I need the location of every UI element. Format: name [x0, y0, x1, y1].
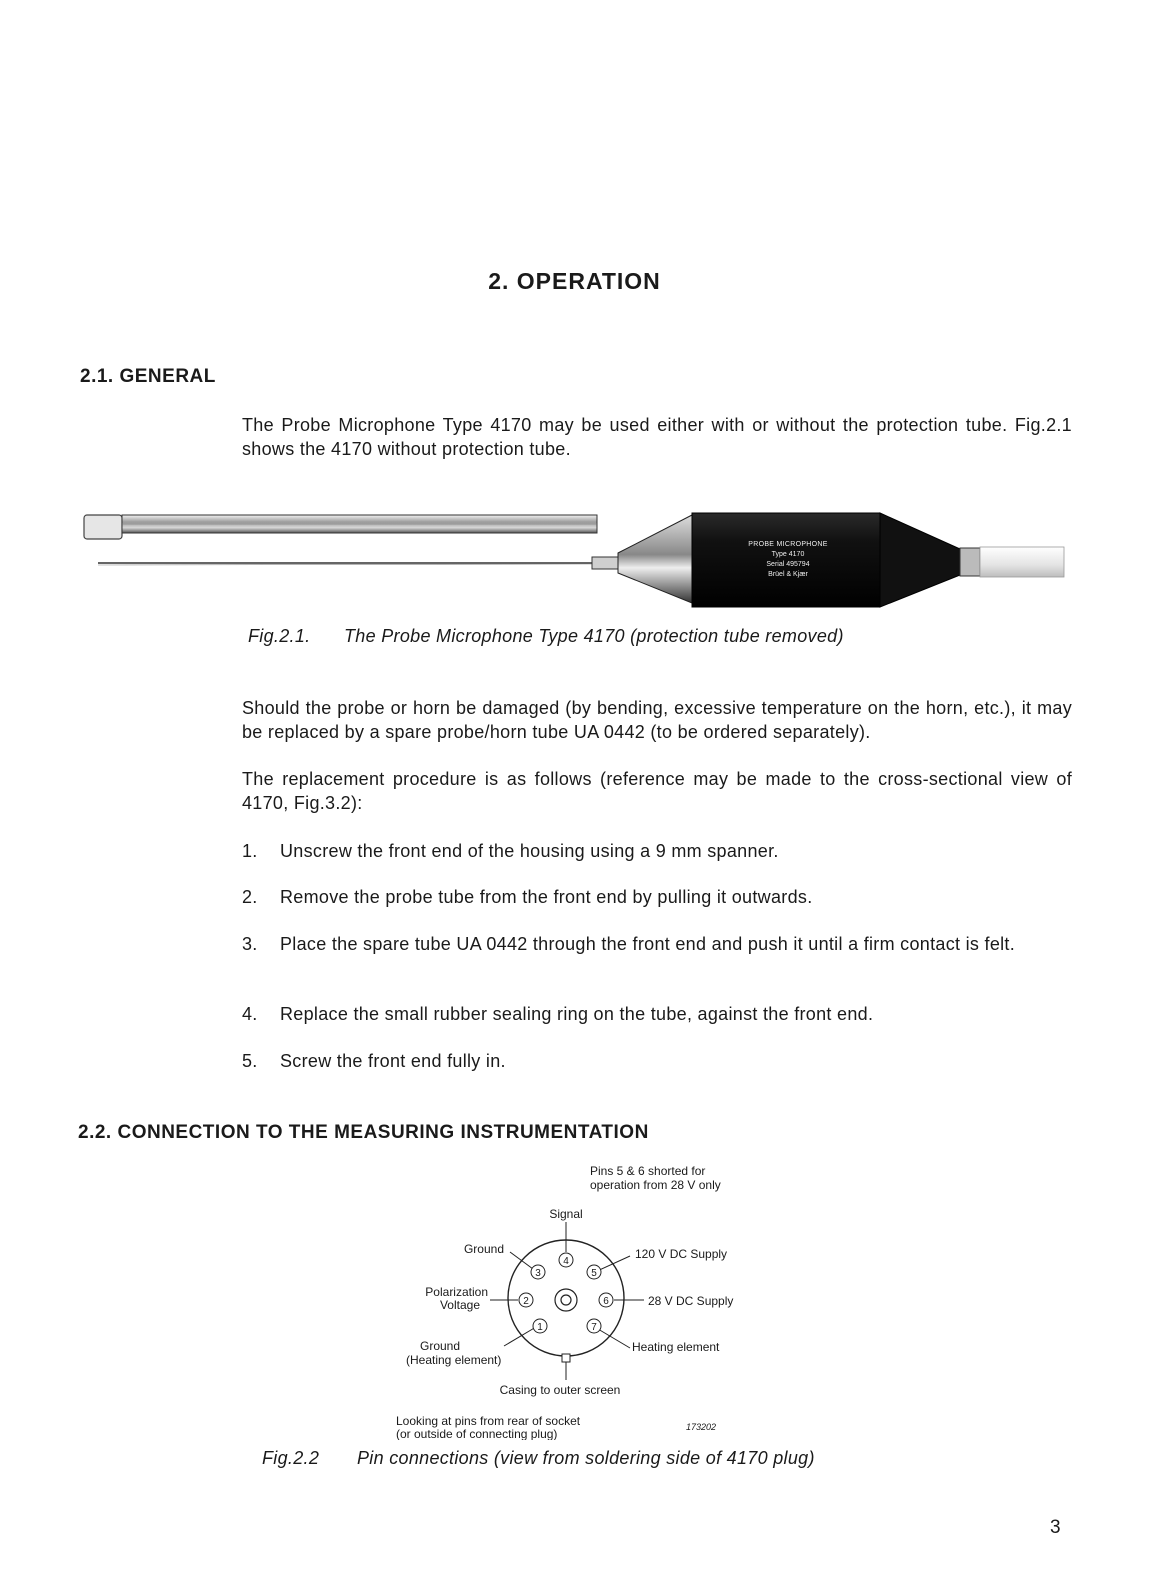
step-text: Unscrew the front end of the housing using a 9 mm spanner.: [280, 841, 779, 861]
step-number: 3.: [242, 934, 258, 954]
fig22-caption-number: Fig.2.2: [262, 1448, 320, 1468]
looking-note-line1: Looking at pins from rear of socket: [396, 1414, 581, 1428]
pin-1-label: 1: [537, 1322, 543, 1333]
casing-label: Casing to outer screen: [499, 1383, 621, 1397]
ground-heating-label-line2: (Heating element): [406, 1353, 502, 1367]
looking-note-line2: (or outside of connecting plug): [396, 1427, 558, 1440]
section-heading-connection: 2.2. CONNECTION TO THE MEASURING INSTRUMENTATION: [78, 1122, 649, 1143]
pin-6: [599, 1293, 613, 1307]
step-number: 5.: [242, 1051, 258, 1071]
ground-label: Ground: [463, 1242, 504, 1256]
pin-connection-diagram: [390, 1160, 790, 1440]
body-label-line4: Brüel & Kjær: [768, 571, 808, 578]
body-label-line3: Serial 495794: [766, 561, 810, 568]
supply-120-label: 120 V DC Supply: [635, 1247, 728, 1261]
procedure-step: [242, 1003, 1072, 1027]
shorted-note-line2: operation from 28 V only: [590, 1178, 721, 1192]
pin-5-label: 5: [591, 1268, 597, 1279]
procedure-step: [242, 886, 1072, 910]
microphone-body: [692, 513, 880, 607]
signal-label: Signal: [549, 1207, 583, 1221]
step-text: Place the spare tube UA 0442 through the front end and push it until a firm contact is felt.: [280, 934, 1016, 954]
procedure-step: [242, 1050, 1072, 1074]
fig21-caption-number: Fig.2.1.: [248, 626, 311, 646]
page-number: 3: [1050, 1517, 1061, 1538]
fig22-caption-text: Pin connections (view from soldering side of 4170 plug): [357, 1448, 815, 1468]
socket-key: [562, 1354, 570, 1362]
drawing-number: 173202: [686, 1422, 717, 1432]
pin-5: [587, 1265, 601, 1279]
body-label-line2: Type 4170: [771, 551, 805, 558]
front-cone: [618, 515, 692, 603]
probe-microphone-figure: [80, 505, 1065, 615]
step-number: 1.: [242, 841, 258, 861]
polarization-label-line1: Polarization: [425, 1285, 488, 1299]
polarization-label-line2: Voltage: [439, 1298, 480, 1312]
shorted-note-line1: Pins 5 & 6 shorted for: [590, 1164, 706, 1178]
center-pin: [555, 1289, 577, 1311]
rear-cone: [880, 513, 960, 607]
pin-3-label: 3: [535, 1268, 541, 1279]
damage-paragraph: Should the probe or horn be damaged (by bending, excessive temperature on the horn, etc.), it may be replaced by a spare probe/horn tube UA 0442 (to be ordered separately).: [242, 698, 1072, 742]
step-number: 2.: [242, 887, 258, 907]
pin-2-label: 2: [523, 1296, 529, 1307]
procedure-step: [242, 840, 1072, 864]
pin-4-label: 4: [563, 1256, 569, 1267]
pin-7-label: 7: [591, 1322, 597, 1333]
pin-2: [519, 1293, 533, 1307]
section-heading-general: 2.1. GENERAL: [80, 366, 216, 387]
pin-3: [531, 1265, 545, 1279]
pin-7: [587, 1319, 601, 1333]
protection-tube-cap: [84, 515, 122, 539]
step-text: Replace the small rubber sealing ring on the tube, against the front end.: [280, 1004, 874, 1024]
cable: [980, 547, 1064, 577]
chapter-title: 2. OPERATION: [488, 268, 661, 294]
step-text: Screw the front end fully in.: [280, 1051, 506, 1071]
pin-1: [533, 1319, 547, 1333]
intro-paragraph: The Probe Microphone Type 4170 may be used either with or without the protection tube. Fig.2.1 shows the 4170 without protection tube.: [242, 415, 1072, 459]
body-label-line1: PROBE MICROPHONE: [748, 541, 828, 548]
procedure-intro-paragraph: The replacement procedure is as follows (reference may be made to the cross-sectional view of 4170, Fig.3.2):: [242, 769, 1072, 813]
step-number: 4.: [242, 1004, 258, 1024]
procedure-step: [242, 933, 1072, 981]
ground-heating-label-line1: Ground: [420, 1339, 461, 1353]
supply-28-label: 28 V DC Supply: [648, 1294, 734, 1308]
pin-4: [559, 1253, 573, 1267]
heating-element-label: Heating element: [632, 1340, 720, 1354]
fig21-caption-text: The Probe Microphone Type 4170 (protection tube removed): [344, 626, 844, 646]
pin-6-label: 6: [603, 1296, 609, 1307]
step-text: Remove the probe tube from the front end by pulling it outwards.: [280, 887, 813, 907]
